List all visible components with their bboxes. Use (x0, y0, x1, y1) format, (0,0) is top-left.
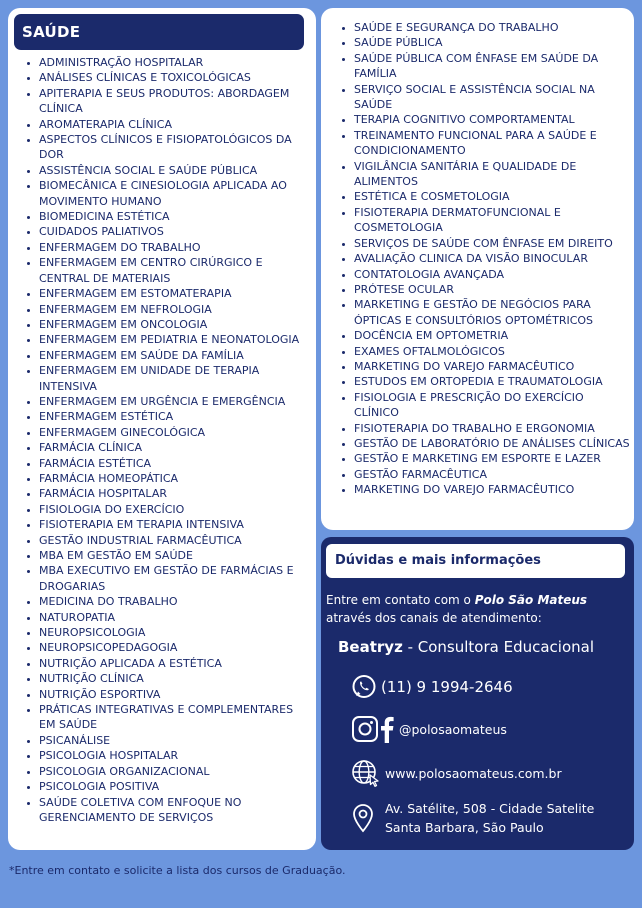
course-item: PSICOLOGIA HOSPITALAR (25, 748, 309, 763)
course-item: FARMÁCIA CLÍNICA (25, 440, 309, 455)
address-row (351, 799, 594, 837)
course-item: NUTRIÇÃO CLÍNICA (25, 671, 309, 686)
course-item: FISIOTERAPIA DERMATOFUNCIONAL E COSMETOLOGIA (340, 205, 630, 236)
course-item: ENFERMAGEM GINECOLÓGICA (25, 425, 309, 440)
course-item: CONTATOLOGIA AVANÇADA (340, 267, 630, 282)
phone-row[interactable] (351, 674, 513, 700)
left-course-card (8, 8, 316, 850)
course-item: FARMÁCIA HOSPITALAR (25, 486, 309, 501)
course-item: EXAMES OFTALMOLÓGICOS (340, 344, 630, 359)
right-course-list (340, 20, 630, 498)
consultant-line (338, 638, 594, 656)
course-item: GESTÃO DE LABORATÓRIO DE ANÁLISES CLÍNICAS (340, 436, 630, 451)
course-item: FARMÁCIA ESTÉTICA (25, 456, 309, 471)
course-item: ENFERMAGEM EM URGÊNCIA E EMERGÊNCIA (25, 394, 309, 409)
course-item: ENFERMAGEM ESTÉTICA (25, 409, 309, 424)
course-item: MARKETING DO VAREJO FARMACÊUTICO (340, 359, 630, 374)
course-item: PSICOLOGIA ORGANIZACIONAL (25, 764, 309, 779)
course-item: PRÁTICAS INTEGRATIVAS E COMPLEMENTARES EM SAÚDE (25, 702, 309, 733)
social-row[interactable] (351, 715, 507, 743)
address-line-1: Av. Satélite, 508 - Cidade Satelite (385, 801, 595, 816)
consultant-role: - Consultora Educacional (402, 638, 594, 656)
facebook-icon (379, 715, 395, 743)
contact-panel-title: Dúvidas e mais informações (326, 544, 625, 578)
course-item: ENFERMAGEM DO TRABALHO (25, 240, 309, 255)
globe-icon (351, 759, 381, 787)
right-course-card (321, 8, 634, 530)
course-item: PRÓTESE OCULAR (340, 282, 630, 297)
course-item: DOCÊNCIA EM OPTOMETRIA (340, 328, 630, 343)
course-item: BIOMECÂNICA E CINESIOLOGIA APLICADA AO MOVIMENTO HUMANO (25, 178, 309, 209)
course-item: SAÚDE COLETIVA COM ENFOQUE NO GERENCIAMENTO DE SERVIÇOS (25, 795, 309, 826)
address-text (385, 799, 594, 837)
course-item: MEDICINA DO TRABALHO (25, 594, 309, 609)
location-pin-icon (351, 803, 375, 833)
instagram-icon (351, 715, 379, 743)
contact-panel (321, 537, 634, 850)
course-item: ESTÉTICA E COSMETOLOGIA (340, 189, 630, 204)
course-item: FARMÁCIA HOMEOPÁTICA (25, 471, 309, 486)
social-handle: @polosaomateus (399, 721, 507, 737)
address-line-2: Santa Barbara, São Paulo (385, 820, 544, 835)
course-item: GESTÃO E MARKETING EM ESPORTE E LAZER (340, 451, 630, 466)
course-item: NEUROPSICOLOGIA (25, 625, 309, 640)
course-item: FISIOTERAPIA EM TERAPIA INTENSIVA (25, 517, 309, 532)
footnote: *Entre em contato e solicite a lista dos cursos de Graduação. (9, 864, 346, 877)
course-item: ASPECTOS CLÍNICOS E FISIOPATOLÓGICOS DA DOR (25, 132, 309, 163)
course-item: PSICOLOGIA POSITIVA (25, 779, 309, 794)
course-item: VIGILÂNCIA SANITÁRIA E QUALIDADE DE ALIMENTOS (340, 159, 630, 190)
intro-prefix: Entre em contato com o (326, 593, 475, 607)
intro-brand: Polo São Mateus (474, 593, 588, 607)
course-item: MARKETING E GESTÃO DE NEGÓCIOS PARA ÓPTICAS E CONSULTÓRIOS OPTOMÉTRICOS (340, 297, 630, 328)
course-item: MBA EXECUTIVO EM GESTÃO DE FARMÁCIAS E DROGARIAS (25, 563, 309, 594)
course-item: APITERAPIA E SEUS PRODUTOS: ABORDAGEM CLÍNICA (25, 86, 309, 117)
course-item: MARKETING DO VAREJO FARMACÊUTICO (340, 482, 630, 497)
course-item: TERAPIA COGNITIVO COMPORTAMENTAL (340, 112, 630, 127)
left-course-list (25, 55, 309, 825)
course-item: SAÚDE PÚBLICA COM ÊNFASE EM SAÚDE DA FAMÍLIA (340, 51, 630, 82)
course-item: TREINAMENTO FUNCIONAL PARA A SAÚDE E CONDICIONAMENTO (340, 128, 630, 159)
consultant-name: Beatryz (338, 638, 403, 656)
course-item: ENFERMAGEM EM NEFROLOGIA (25, 302, 309, 317)
course-item: ENFERMAGEM EM PEDIATRIA E NEONATOLOGIA (25, 332, 309, 347)
course-item: AROMATERAPIA CLÍNICA (25, 117, 309, 132)
course-item: BIOMEDICINA ESTÉTICA (25, 209, 309, 224)
course-item: ASSISTÊNCIA SOCIAL E SAÚDE PÚBLICA (25, 163, 309, 178)
course-item: CUIDADOS PALIATIVOS (25, 224, 309, 239)
website-row[interactable] (351, 759, 562, 787)
course-item: AVALIAÇÃO CLINICA DA VISÃO BINOCULAR (340, 251, 630, 266)
course-item: NUTRIÇÃO ESPORTIVA (25, 687, 309, 702)
course-item: ADMINISTRAÇÃO HOSPITALAR (25, 55, 309, 70)
course-item: ENFERMAGEM EM UNIDADE DE TERAPIA INTENSIVA (25, 363, 309, 394)
course-item: ENFERMAGEM EM SAÚDE DA FAMÍLIA (25, 348, 309, 363)
course-item: SERVIÇO SOCIAL E ASSISTÊNCIA SOCIAL NA SAÚDE (340, 82, 630, 113)
course-item: NATUROPATIA (25, 610, 309, 625)
course-item: SAÚDE E SEGURANÇA DO TRABALHO (340, 20, 630, 35)
course-item: ENFERMAGEM EM ESTOMATERAPIA (25, 286, 309, 301)
section-heading-saude: SAÚDE (14, 14, 304, 50)
course-item: ANÁLISES CLÍNICAS E TOXICOLÓGICAS (25, 70, 309, 85)
contact-intro (326, 591, 626, 627)
course-item: MBA EM GESTÃO EM SAÚDE (25, 548, 309, 563)
course-item: ENFERMAGEM EM ONCOLOGIA (25, 317, 309, 332)
course-item: ENFERMAGEM EM CENTRO CIRÚRGICO E CENTRAL DE MATERIAIS (25, 255, 309, 286)
course-item: NUTRIÇÃO APLICADA A ESTÉTICA (25, 656, 309, 671)
course-item: SAÚDE PÚBLICA (340, 35, 630, 50)
phone-number: (11) 9 1994-2646 (381, 678, 513, 696)
website-url: www.polosaomateus.com.br (385, 765, 562, 781)
course-item: FISIOLOGIA DO EXERCÍCIO (25, 502, 309, 517)
course-item: SERVIÇOS DE SAÚDE COM ÊNFASE EM DIREITO (340, 236, 630, 251)
course-item: GESTÃO INDUSTRIAL FARMACÊUTICA (25, 533, 309, 548)
course-item: FISIOTERAPIA DO TRABALHO E ERGONOMIA (340, 421, 630, 436)
course-item: GESTÃO FARMACÊUTICA (340, 467, 630, 482)
course-item: NEUROPSICOPEDAGOGIA (25, 640, 309, 655)
course-item: FISIOLOGIA E PRESCRIÇÃO DO EXERCÍCIO CLÍNICO (340, 390, 630, 421)
whatsapp-icon (351, 674, 377, 700)
intro-suffix: através dos canais de atendimento: (326, 611, 542, 625)
course-item: PSICANÁLISE (25, 733, 309, 748)
course-item: ESTUDOS EM ORTOPEDIA E TRAUMATOLOGIA (340, 374, 630, 389)
